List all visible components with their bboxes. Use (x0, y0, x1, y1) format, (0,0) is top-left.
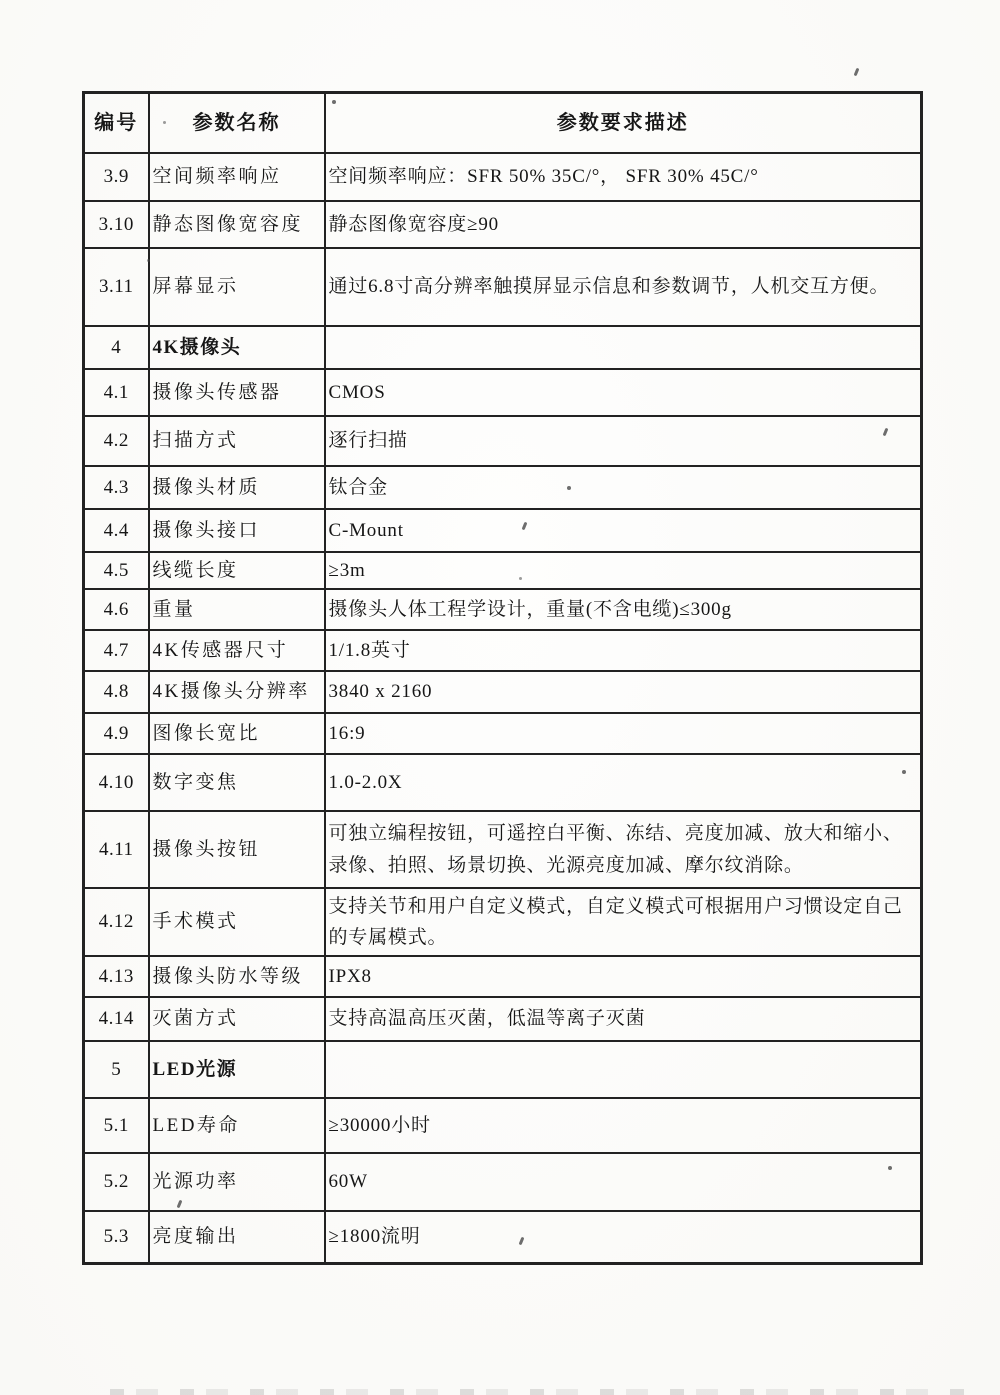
row-name-cell: 灭菌方式 (149, 997, 325, 1041)
row-id-cell: 4.6 (84, 589, 149, 630)
row-desc-cell: 摄像头人体工程学设计，重量(不含电缆)≤300g (325, 589, 922, 630)
row-id-cell: 3.9 (84, 153, 149, 201)
row-name-cell: LED光源 (149, 1041, 325, 1098)
header-desc-cell: 参数要求描述 (325, 93, 922, 154)
table-row (84, 369, 922, 416)
row-name-cell: 线缆长度 (149, 552, 325, 589)
row-id-cell: 4.8 (84, 671, 149, 713)
row-desc-cell: 支持关节和用户自定义模式，自定义模式可根据用户习惯设定自己的专属模式。 (325, 888, 922, 956)
row-desc-cell: 1.0-2.0X (325, 754, 922, 811)
table-row (84, 997, 922, 1041)
table-row (84, 630, 922, 671)
row-desc-cell: 可独立编程按钮，可遥控白平衡、冻结、亮度加减、放大和缩小、录像、拍照、场景切换、光源亮度加减、摩尔纹消除。 (325, 811, 922, 888)
row-id-cell: 5.2 (84, 1153, 149, 1211)
row-desc-cell (325, 326, 922, 369)
scan-speck (888, 1166, 892, 1170)
scan-speck (163, 121, 166, 124)
row-desc-cell: 静态图像宽容度≥90 (325, 201, 922, 248)
row-desc-cell (325, 1041, 922, 1098)
table-row (84, 671, 922, 713)
table-row (84, 956, 922, 997)
table-row (84, 552, 922, 589)
row-name-cell: 亮度输出 (149, 1211, 325, 1263)
row-id-cell: 4.11 (84, 811, 149, 888)
header-id-cell: 编号 (84, 93, 149, 154)
row-id-cell: 5.1 (84, 1098, 149, 1153)
spec-table (82, 91, 923, 1265)
row-desc-cell: 空间频率响应：SFR 50% 35C/°， SFR 30% 45C/° (325, 153, 922, 201)
row-id-cell: 4 (84, 326, 149, 369)
row-name-cell: 屏幕显示 (149, 248, 325, 326)
spec-table-body (84, 153, 922, 1263)
row-id-cell: 4.14 (84, 997, 149, 1041)
scan-speck (567, 486, 571, 490)
scan-speck (902, 770, 906, 774)
row-desc-cell: ≥30000小时 (325, 1098, 922, 1153)
row-desc-cell: 16:9 (325, 713, 922, 754)
table-row (84, 248, 922, 326)
table-row (84, 1041, 922, 1098)
row-name-cell: 摄像头传感器 (149, 369, 325, 416)
row-desc-cell: 逐行扫描 (325, 416, 922, 466)
row-name-cell: LED寿命 (149, 1098, 325, 1153)
row-id-cell: 3.10 (84, 201, 149, 248)
table-row (84, 201, 922, 248)
table-row (84, 888, 922, 956)
row-desc-cell: 钛合金 (325, 466, 922, 509)
scan-speck (332, 100, 336, 104)
row-name-cell: 4K摄像头 (149, 326, 325, 369)
table-row (84, 1211, 922, 1263)
scan-speck (854, 68, 860, 77)
row-id-cell: 5 (84, 1041, 149, 1098)
row-name-cell: 扫描方式 (149, 416, 325, 466)
row-name-cell: 光源功率 (149, 1153, 325, 1211)
row-id-cell: 3.11 (84, 248, 149, 326)
row-id-cell: 4.2 (84, 416, 149, 466)
row-id-cell: 4.10 (84, 754, 149, 811)
scan-edge-artifact (110, 1389, 965, 1395)
row-name-cell: 4K传感器尺寸 (149, 630, 325, 671)
table-row (84, 326, 922, 369)
row-name-cell: 数字变焦 (149, 754, 325, 811)
table-row (84, 509, 922, 552)
table-row (84, 754, 922, 811)
row-name-cell: 空间频率响应 (149, 153, 325, 201)
row-id-cell: 4.3 (84, 466, 149, 509)
row-desc-cell: 支持高温高压灭菌，低温等离子灭菌 (325, 997, 922, 1041)
table-row (84, 1098, 922, 1153)
row-desc-cell: 3840 x 2160 (325, 671, 922, 713)
table-row (84, 713, 922, 754)
row-name-cell: 手术模式 (149, 888, 325, 956)
row-name-cell: 摄像头按钮 (149, 811, 325, 888)
table-row (84, 811, 922, 888)
row-name-cell: 4K摄像头分辨率 (149, 671, 325, 713)
row-name-cell: 静态图像宽容度 (149, 201, 325, 248)
row-desc-cell: ≥3m (325, 552, 922, 589)
row-name-cell: 图像长宽比 (149, 713, 325, 754)
row-desc-cell: C-Mount (325, 509, 922, 552)
row-id-cell: 4.5 (84, 552, 149, 589)
table-row (84, 466, 922, 509)
table-row (84, 416, 922, 466)
row-id-cell: 4.13 (84, 956, 149, 997)
row-desc-cell: 1/1.8英寸 (325, 630, 922, 671)
row-id-cell: 4.4 (84, 509, 149, 552)
row-name-cell: 摄像头防水等级 (149, 956, 325, 997)
row-desc-cell: 通过6.8寸高分辨率触摸屏显示信息和参数调节，人机交互方便。 (325, 248, 922, 326)
row-desc-cell: ≥1800流明 (325, 1211, 922, 1263)
scan-speck (147, 259, 150, 262)
row-name-cell: 摄像头接口 (149, 509, 325, 552)
header-name-cell: 参数名称 (149, 93, 325, 154)
row-id-cell: 4.1 (84, 369, 149, 416)
row-id-cell: 4.7 (84, 630, 149, 671)
row-desc-cell: CMOS (325, 369, 922, 416)
row-id-cell: 4.9 (84, 713, 149, 754)
row-id-cell: 5.3 (84, 1211, 149, 1263)
row-name-cell: 重量 (149, 589, 325, 630)
table-row (84, 589, 922, 630)
row-name-cell: 摄像头材质 (149, 466, 325, 509)
row-id-cell: 4.12 (84, 888, 149, 956)
table-header-row (84, 93, 922, 154)
scan-speck (519, 577, 522, 580)
table-row (84, 153, 922, 201)
row-desc-cell: IPX8 (325, 956, 922, 997)
table-row (84, 1153, 922, 1211)
row-desc-cell: 60W (325, 1153, 922, 1211)
